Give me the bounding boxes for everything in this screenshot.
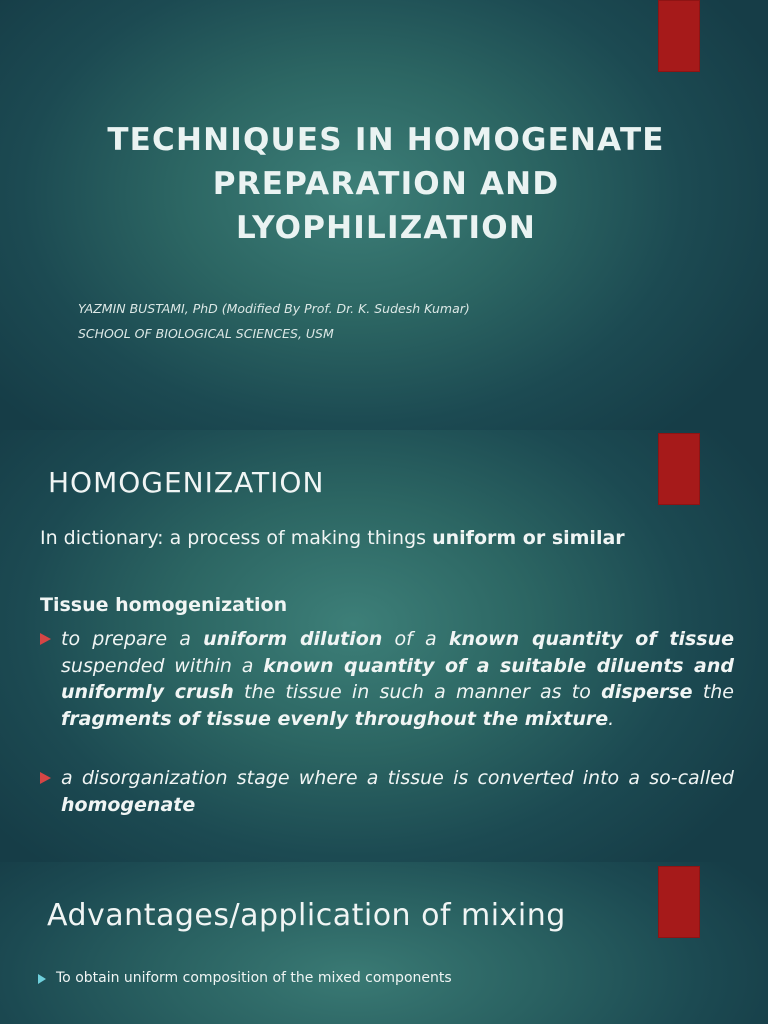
slide-advantages [0, 862, 768, 1024]
slide-homogenization [0, 430, 768, 862]
emphasis-text: disperse [601, 681, 693, 703]
emphasis-text: fragments of tissue evenly throughout the mixture [61, 707, 609, 730]
triangle-bullet-icon [40, 772, 51, 784]
plain-text: the tissue in such a manner as to [233, 681, 602, 703]
bullet-text [40, 626, 734, 732]
plain-text: of a [382, 628, 449, 650]
accent-bar [658, 0, 700, 72]
bullet-item [38, 970, 452, 986]
emphasis-text: uniform dilution [203, 628, 383, 650]
emphasis-text: known quantity of a suitable diluents and uniformly crush [61, 654, 734, 703]
slide-heading: HOMOGENIZATION [48, 466, 325, 499]
triangle-bullet-icon [40, 633, 51, 645]
author-line: YAZMIN BUSTAMI, PhD (Modified By Prof. Dr. K. Sudesh Kumar) [78, 301, 470, 316]
presentation-title: TECHNIQUES IN HOMOGENATE PREPARATION AND LYOPHILIZATION [107, 122, 665, 246]
definition-emphasis: uniform or similar [432, 527, 625, 549]
emphasis-text: known quantity of tissue [448, 628, 735, 650]
affiliation-line: SCHOOL OF BIOLOGICAL SCIENCES, USM [78, 326, 334, 341]
plain-text: suspended within a [61, 654, 264, 677]
bullet-item [40, 626, 734, 732]
triangle-bullet-icon [38, 974, 46, 984]
emphasis-text: homogenate [61, 793, 196, 816]
slide-heading: Advantages/application of mixing [47, 898, 566, 933]
plain-text: the [692, 681, 734, 703]
bullet-text: To obtain uniform composition of the mixed components [56, 970, 452, 986]
definition-text: In dictionary: a process of making things [40, 527, 433, 549]
plain-text: a disorganization stage where a tissue is converted into a so-called [61, 767, 734, 789]
bullet-item [40, 765, 734, 818]
plain-text: . [608, 707, 615, 730]
dictionary-definition [40, 527, 625, 549]
slide-title [0, 0, 768, 430]
accent-bar [658, 433, 700, 505]
bullet-text [40, 765, 734, 818]
tissue-subheading: Tissue homogenization [40, 594, 288, 616]
plain-text: to prepare a [61, 628, 204, 650]
accent-bar [658, 866, 700, 938]
